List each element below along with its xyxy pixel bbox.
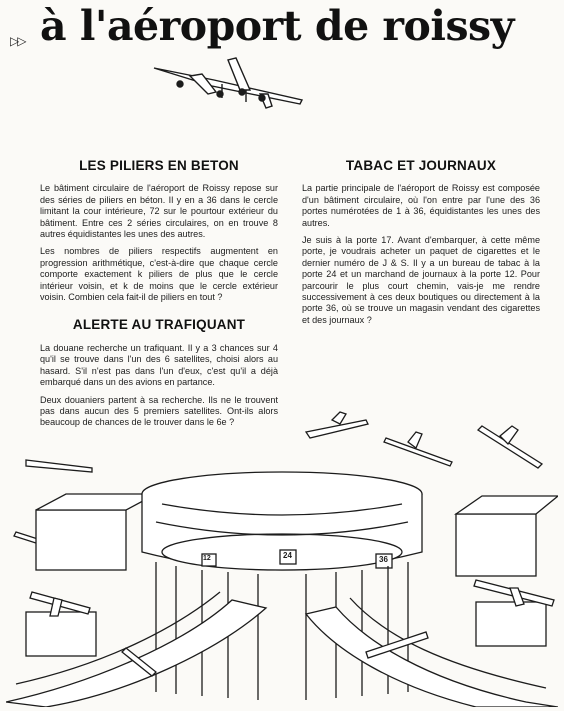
section-heading-trafiquant: ALERTE AU TRAFIQUANT	[72, 317, 246, 333]
trafiquant-paragraph-2: Deux douaniers partent à sa recherche. Ils ne le trouvent pas dans aucun des 5 premiers satellites. Ont-ils alors beaucoup de chances de le trouver dans le 6e ?	[40, 394, 278, 428]
left-column	[40, 160, 278, 435]
page-header	[8, 4, 556, 56]
tabac-paragraph-1: La partie principale de l'aéroport de Roissy est composée d'un bâtiment circulaire, où l'on entre par l'une des 36 portes numérotées de 1 à 36, équidistantes les unes des autres.	[302, 183, 540, 228]
trafiquant-paragraph-1: La douane recherche un trafiquant. Il y a 3 chances sur 4 qu'il se trouve dans l'un des 6 satellites, choisi alors au hasard. S'il n'est pas dans l'un d'eux, c'est qu'il a déjà embarqué dans un des avions en partance.	[40, 342, 278, 388]
gate-sign-36: 36	[379, 555, 388, 564]
right-column	[302, 160, 540, 332]
piliers-paragraph-1: Le bâtiment circulaire de l'aéroport de Roissy repose sur des séries de piliers en béton. Il y en a 36 dans le cercle limitant la cour intérieure, 72 sur le pourtour extérieur du bâtiment. Entre ces 2 séries circulaires, on en trouve 8 autres équidistantes les unes des autres.	[40, 183, 278, 240]
page-title: à l'aéroport de roissy	[40, 2, 514, 50]
section-heading-tabac: TABAC ET JOURNAUX	[345, 158, 497, 173]
tabac-paragraph-2: Je suis à la porte 17. Avant d'embarquer, à cette même porte, je voudrais acheter un paquet de cigarettes et le dernier numéro de J & S. Il y a un bureau de tabac à la porte 24 et un marchand de journaux à la porte 12. Pour parcourir le plus court chemin, vais-je me rendre successivement à ces deux boutiques ou directement à la porte 36, où se trouve un magasin vendant des cigarettes et des journaux ?	[302, 235, 540, 325]
double-chevron-icon: ▷▷	[10, 34, 25, 48]
airplane-illustration	[150, 54, 306, 110]
section-heading-piliers: LES PILIERS EN BETON	[79, 158, 239, 173]
piliers-paragraph-2: Les nombres de piliers respectifs augmentent en progression arithmétique, c'est-à-dire que chaque cercle comporte exactement k piliers de plus que le cercle intérieur voisin, et k de moins que le cercle extérieur voisin. Combien cela fait-il de piliers en tout ?	[40, 246, 278, 303]
airport-illustration	[6, 402, 558, 707]
gate-sign-12: 12	[203, 555, 211, 562]
gate-sign-24: 24	[283, 551, 292, 560]
